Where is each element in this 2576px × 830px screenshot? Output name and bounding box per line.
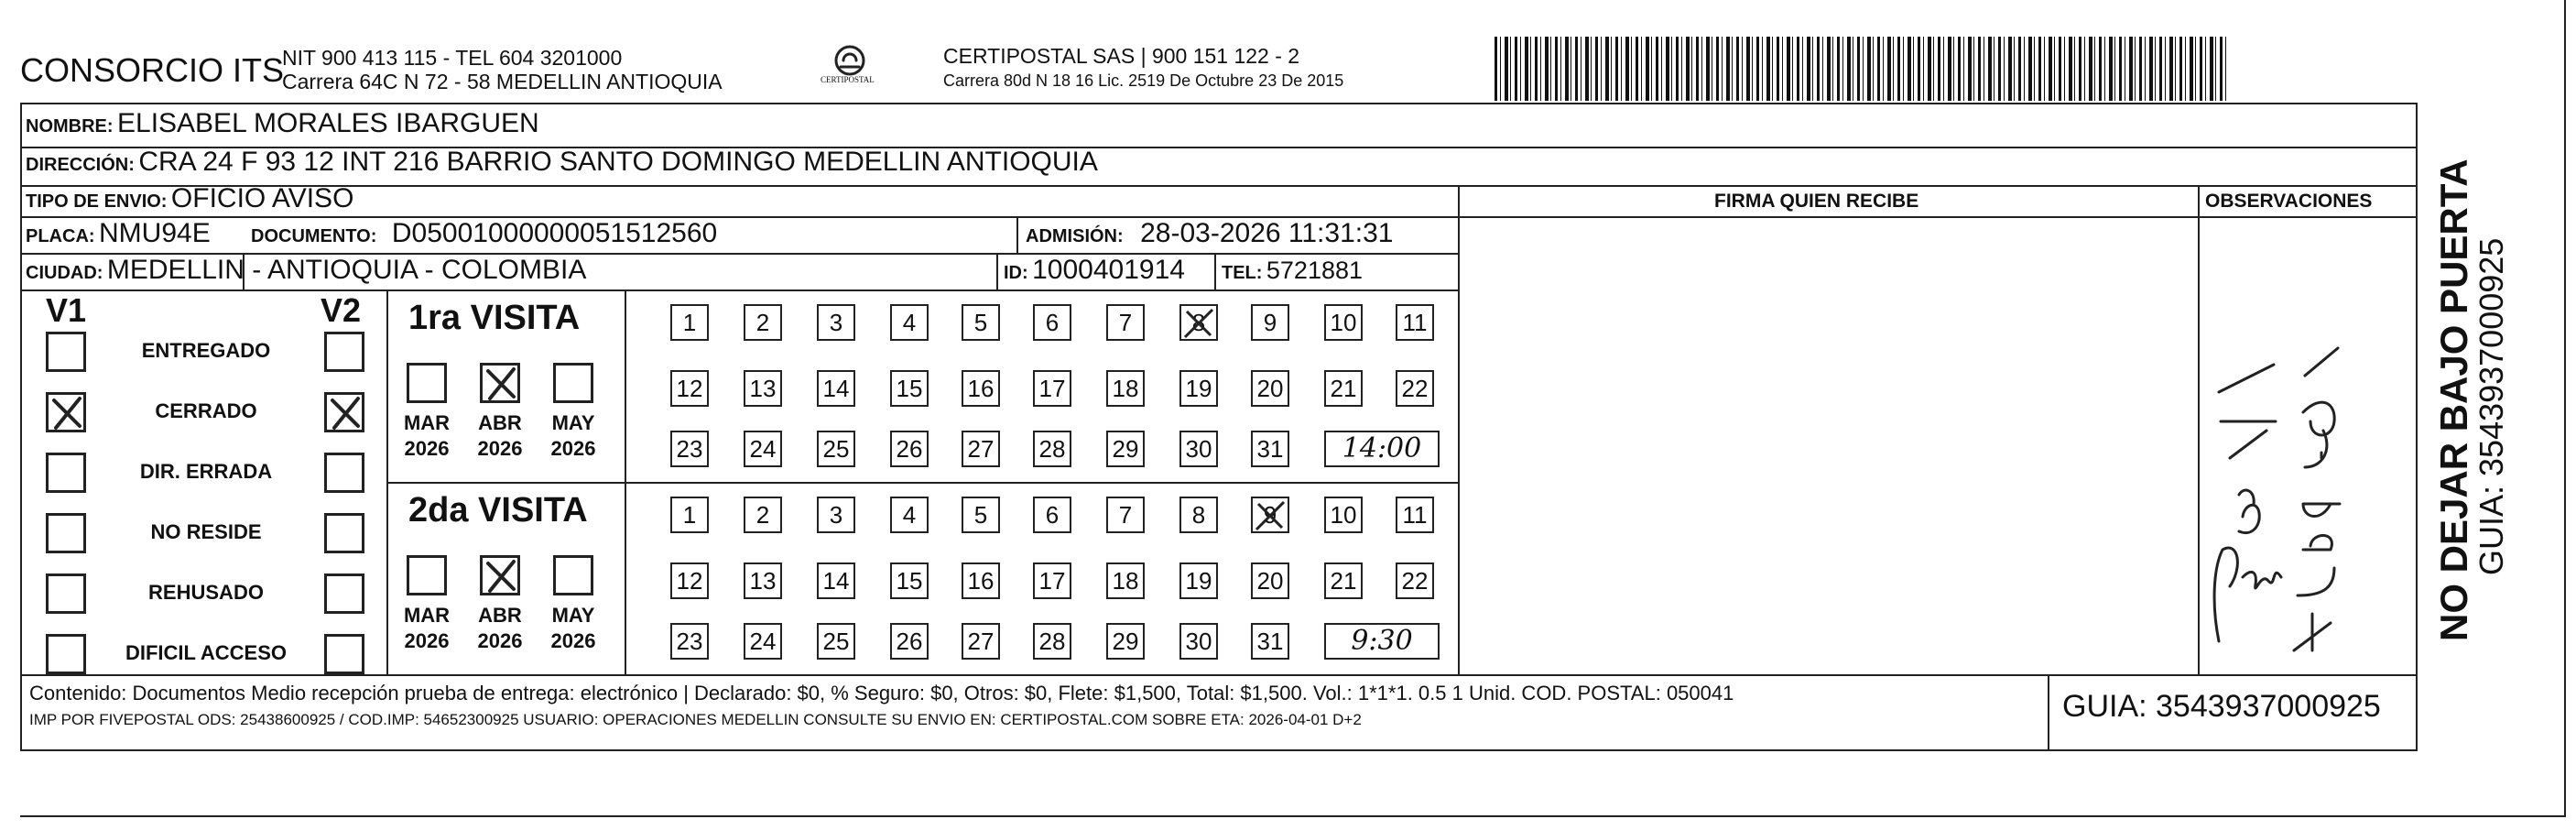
- company-name: CONSORCIO ITS: [20, 51, 285, 89]
- month-label: MAY 2026: [550, 604, 596, 652]
- documento-value: D05001000000051512560: [391, 218, 718, 248]
- day-box[interactable]: 14: [817, 370, 855, 407]
- day-box[interactable]: 8: [1179, 304, 1218, 341]
- barcode: [1495, 37, 2227, 101]
- day-mark-icon: [1181, 306, 1218, 341]
- v1-checkbox[interactable]: [46, 332, 86, 372]
- day-box[interactable]: 7: [1106, 304, 1145, 341]
- v1-checkbox[interactable]: [46, 453, 86, 493]
- placa-value: NMU94E: [99, 218, 211, 248]
- v1-checkbox[interactable]: [46, 513, 86, 553]
- day-box[interactable]: 22: [1396, 370, 1434, 407]
- day-box[interactable]: 29: [1106, 431, 1145, 467]
- documento-label: DOCUMENTO:: [251, 226, 377, 246]
- v2-checkbox[interactable]: [324, 392, 364, 432]
- side-warning: NO DEJAR BAJO PUERTA: [2432, 158, 2475, 641]
- day-box[interactable]: 29: [1106, 623, 1145, 660]
- day-box[interactable]: 7: [1106, 497, 1145, 533]
- month-label: MAY 2026: [550, 411, 596, 460]
- month-checkbox[interactable]: [407, 363, 447, 403]
- v1-label: V1: [46, 291, 87, 329]
- day-box[interactable]: 14: [817, 562, 855, 599]
- ciudad-value: MEDELLIN - ANTIOQUIA - COLOMBIA: [106, 255, 587, 285]
- day-box[interactable]: 16: [962, 562, 1000, 599]
- v2-label: V2: [321, 291, 362, 329]
- day-box[interactable]: 23: [670, 623, 709, 660]
- v2-checkbox[interactable]: [324, 513, 364, 553]
- tipo-value: OFICIO AVISO: [170, 183, 354, 213]
- v2-checkbox[interactable]: [324, 332, 364, 372]
- day-box[interactable]: 30: [1179, 623, 1218, 660]
- status-option-label: NO RESIDE: [150, 520, 262, 543]
- day-box[interactable]: 18: [1106, 370, 1145, 407]
- day-box[interactable]: 21: [1324, 562, 1363, 599]
- day-box[interactable]: 1: [670, 497, 709, 533]
- day-box[interactable]: 22: [1396, 562, 1434, 599]
- logo-text: CERTIPOSTAL: [821, 75, 875, 84]
- placa-row: [26, 218, 211, 249]
- day-box[interactable]: 31: [1251, 431, 1289, 467]
- month-label: ABR 2026: [477, 411, 523, 460]
- tipo-row: [26, 183, 353, 214]
- tipo-label: TIPO DE ENVIO:: [26, 191, 168, 212]
- visit2-title: 2da VISITA: [408, 491, 588, 530]
- day-box[interactable]: 30: [1179, 431, 1218, 467]
- visit1-title: 1ra VISITA: [408, 299, 581, 337]
- day-box[interactable]: 11: [1396, 304, 1434, 341]
- day-box[interactable]: 9: [1251, 497, 1289, 533]
- id-row: [1004, 255, 1185, 286]
- certipostal-logo: [821, 42, 879, 101]
- month-checkbox[interactable]: [480, 363, 520, 403]
- day-box[interactable]: 16: [962, 370, 1000, 407]
- day-box[interactable]: 2: [744, 497, 782, 533]
- day-box[interactable]: 1: [670, 304, 709, 341]
- v1-checkbox[interactable]: [46, 392, 86, 432]
- courier-line-2: Carrera 80d N 18 16 Lic. 2519 De Octubre 23 De 2015: [943, 71, 1344, 90]
- day-box[interactable]: 13: [744, 370, 782, 407]
- check-mark-icon: [327, 395, 364, 431]
- placa-label: PLACA:: [26, 226, 95, 246]
- day-box[interactable]: 25: [817, 623, 855, 660]
- status-option-label: CERRADO: [155, 399, 257, 422]
- day-box[interactable]: 23: [670, 431, 709, 467]
- day-box[interactable]: 25: [817, 431, 855, 467]
- direccion-row: [26, 147, 1098, 178]
- courier-line-1: CERTIPOSTAL SAS | 900 151 122 - 2: [943, 44, 1300, 68]
- day-box[interactable]: 3: [817, 497, 855, 533]
- v2-checkbox[interactable]: [324, 634, 364, 674]
- day-box[interactable]: 15: [890, 370, 929, 407]
- day-box[interactable]: 26: [890, 431, 929, 467]
- day-box[interactable]: 28: [1033, 623, 1071, 660]
- month-checkbox[interactable]: [553, 363, 593, 403]
- nombre-row: [26, 108, 539, 139]
- day-box[interactable]: 19: [1179, 370, 1218, 407]
- check-mark-icon: [483, 366, 519, 402]
- id-label: ID:: [1004, 263, 1028, 283]
- day-box[interactable]: 3: [817, 304, 855, 341]
- direccion-value: CRA 24 F 93 12 INT 216 BARRIO SANTO DOMINGO MEDELLIN ANTIOQUIA: [138, 147, 1098, 177]
- side-guia: GUIA: 3543937000925: [2473, 237, 2510, 575]
- id-value: 1000401914: [1032, 255, 1185, 285]
- direccion-label: DIRECCIÓN:: [26, 155, 135, 175]
- day-box[interactable]: 20: [1251, 370, 1289, 407]
- footer-guia: GUIA: 3543937000925: [2062, 689, 2381, 724]
- admision-label: ADMISIÓN:: [1026, 226, 1124, 246]
- tel-label: TEL:: [1222, 263, 1263, 283]
- day-box[interactable]: 17: [1033, 370, 1071, 407]
- visit-time: 14:00: [1324, 431, 1440, 467]
- firma-header: FIRMA QUIEN RECIBE: [1714, 191, 1919, 212]
- day-box[interactable]: 10: [1324, 304, 1363, 341]
- day-box[interactable]: 31: [1251, 623, 1289, 660]
- footer-line-2: IMP POR FIVEPOSTAL ODS: 25438600925 / COD.IMP: 54652300925 USUARIO: OPERACIONES MEDELLIN CONSULTE SU ENVIO EN: CERTIPOSTAL.COM SOBRE ETA: 2026-04-01 D+2: [29, 711, 1362, 728]
- ciudad-label: CIUDAD:: [26, 263, 103, 283]
- day-box[interactable]: 10: [1324, 497, 1363, 533]
- day-box[interactable]: 4: [890, 304, 929, 341]
- day-box[interactable]: 11: [1396, 497, 1434, 533]
- day-box[interactable]: 9: [1251, 304, 1289, 341]
- observaciones-header: OBSERVACIONES: [2205, 191, 2373, 212]
- nombre-value: ELISABEL MORALES IBARGUEN: [117, 108, 539, 138]
- day-box[interactable]: 5: [962, 497, 1000, 533]
- day-box[interactable]: 13: [744, 562, 782, 599]
- day-box[interactable]: 12: [670, 370, 709, 407]
- tel-row: [1222, 257, 1363, 285]
- day-box[interactable]: 28: [1033, 431, 1071, 467]
- day-box[interactable]: 27: [962, 623, 1000, 660]
- v1-checkbox[interactable]: [46, 634, 86, 674]
- status-option-label: ENTREGADO: [141, 339, 271, 362]
- day-box[interactable]: 17: [1033, 562, 1071, 599]
- month-label: MAR 2026: [403, 411, 451, 460]
- day-box[interactable]: 4: [890, 497, 929, 533]
- tel-value: 5721881: [1266, 257, 1364, 284]
- day-box[interactable]: 8: [1179, 497, 1218, 533]
- visit-time: 9:30: [1324, 623, 1440, 660]
- observaciones-handwriting: [2202, 275, 2386, 669]
- day-box[interactable]: 24: [744, 623, 782, 660]
- ciudad-row: [26, 255, 586, 286]
- day-box[interactable]: 24: [744, 431, 782, 467]
- month-checkbox[interactable]: [480, 555, 520, 595]
- day-box[interactable]: 2: [744, 304, 782, 341]
- company-line-1: NIT 900 413 115 - TEL 604 3201000: [282, 46, 623, 70]
- v1-checkbox[interactable]: [46, 573, 86, 614]
- day-box[interactable]: 19: [1179, 562, 1218, 599]
- admision-value: 28-03-2026 11:31:31: [1140, 218, 1394, 248]
- day-box[interactable]: 6: [1033, 304, 1071, 341]
- day-box[interactable]: 5: [962, 304, 1000, 341]
- status-option-label: REHUSADO: [148, 581, 264, 604]
- day-mark-icon: [1253, 498, 1289, 533]
- month-label: ABR 2026: [477, 604, 523, 652]
- check-mark-icon: [49, 395, 85, 431]
- footer-line-1: Contenido: Documentos Medio recepción prueba de entrega: electrónico | Declarado: $0, % Seguro: $0, Otros: $0, Flete: $1,500, Total: $1,500. Vol.: 1*1*1. 0.5 1 Unid. COD. POSTAL: 050041: [29, 682, 1734, 704]
- form-frame: [20, 103, 2418, 751]
- month-label: MAR 2026: [403, 604, 451, 652]
- day-box[interactable]: 18: [1106, 562, 1145, 599]
- v2-checkbox[interactable]: [324, 573, 364, 614]
- day-box[interactable]: 20: [1251, 562, 1289, 599]
- day-box[interactable]: 26: [890, 623, 929, 660]
- month-checkbox[interactable]: [553, 555, 593, 595]
- status-option-label: DIFICIL ACCESO: [125, 641, 287, 664]
- company-line-2: Carrera 64C N 72 - 58 MEDELLIN ANTIOQUIA: [282, 70, 723, 93]
- day-box[interactable]: 12: [670, 562, 709, 599]
- documento-row: [251, 218, 717, 249]
- day-box[interactable]: 6: [1033, 497, 1071, 533]
- month-checkbox[interactable]: [407, 555, 447, 595]
- check-mark-icon: [483, 558, 519, 595]
- nombre-label: NOMBRE:: [26, 116, 114, 137]
- day-box[interactable]: 21: [1324, 370, 1363, 407]
- day-box[interactable]: 27: [962, 431, 1000, 467]
- day-box[interactable]: 15: [890, 562, 929, 599]
- admision-row: [1026, 218, 1393, 249]
- status-option-label: DIR. ERRADA: [139, 460, 273, 483]
- v2-checkbox[interactable]: [324, 453, 364, 493]
